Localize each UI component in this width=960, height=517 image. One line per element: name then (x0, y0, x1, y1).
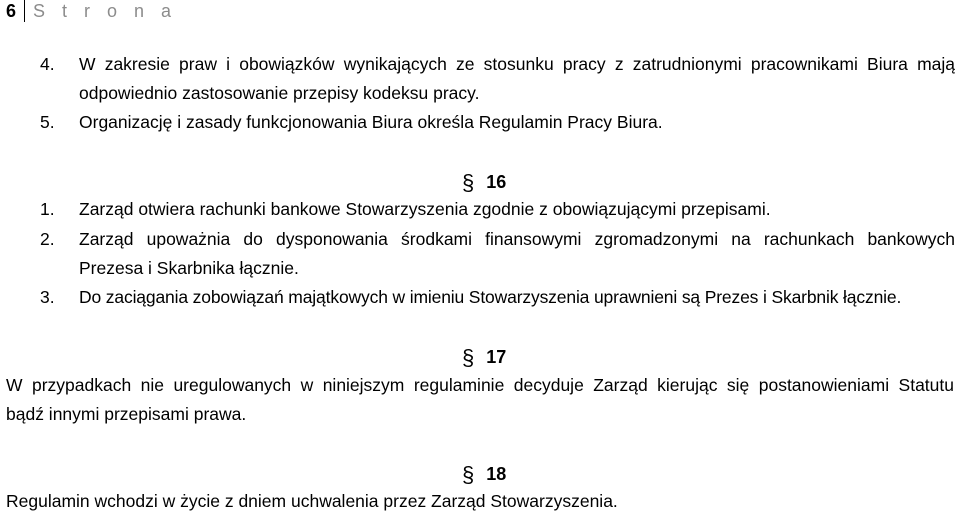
s16-item-1-line1: Zarząd otwiera rachunki bankowe Stowarzyszenia zgodnie z obowiązującymi przepisami. (79, 199, 771, 219)
section-symbol: § (462, 462, 475, 487)
item-5-line1: Organizację i zasady funkcjonowania Biura określa Regulamin Pracy Biura. (79, 112, 663, 132)
section-18-heading (462, 458, 506, 489)
s17-line2: bądź innymi przepisami prawa. (6, 404, 247, 424)
s16-item-1-number: 1. (40, 199, 55, 219)
section-symbol: § (462, 345, 475, 370)
s16-item-3-number: 3. (40, 287, 55, 307)
item-5-number: 5. (40, 112, 55, 132)
item-4-line1: W zakresie praw i obowiązków wynikających ze stosunku pracy z zatrudnionymi pracownikami Biura mają (79, 54, 955, 74)
s18-line1: Regulamin wchodzi w życie z dniem uchwalenia przez Zarząd Stowarzyszenia. (6, 491, 618, 511)
section-18-number: 18 (486, 464, 507, 484)
page-word: S t r o n a (33, 1, 178, 21)
s16-item-2-line2: Prezesa i Skarbnika łącznie. (79, 258, 299, 278)
item-4-number: 4. (40, 54, 55, 74)
s16-item-2-line1: Zarząd upoważnia do dysponowania środkami finansowymi zgromadzonymi na rachunkach bankowych (79, 229, 955, 249)
s17-line1: W przypadkach nie uregulowanych w niniejszym regulaminie decyduje Zarząd kierując się postanowieniami Statutu (6, 375, 954, 395)
s16-item-2-number: 2. (40, 229, 55, 249)
section-17-heading (462, 341, 506, 372)
section-symbol: § (462, 170, 475, 195)
section-17-number: 17 (486, 347, 507, 367)
s16-item-3-line1: Do zaciągania zobowiązań majątkowych w imieniu Stowarzyszenia uprawnieni są Prezes i Skarbnik łącznie. (79, 287, 902, 307)
item-4-line2: odpowiednio zastosowanie przepisy kodeksu pracy. (79, 83, 480, 103)
page-number: 6 (6, 0, 25, 22)
section-16-heading (462, 166, 506, 197)
section-16-number: 16 (486, 172, 507, 192)
page-header (6, 0, 177, 24)
